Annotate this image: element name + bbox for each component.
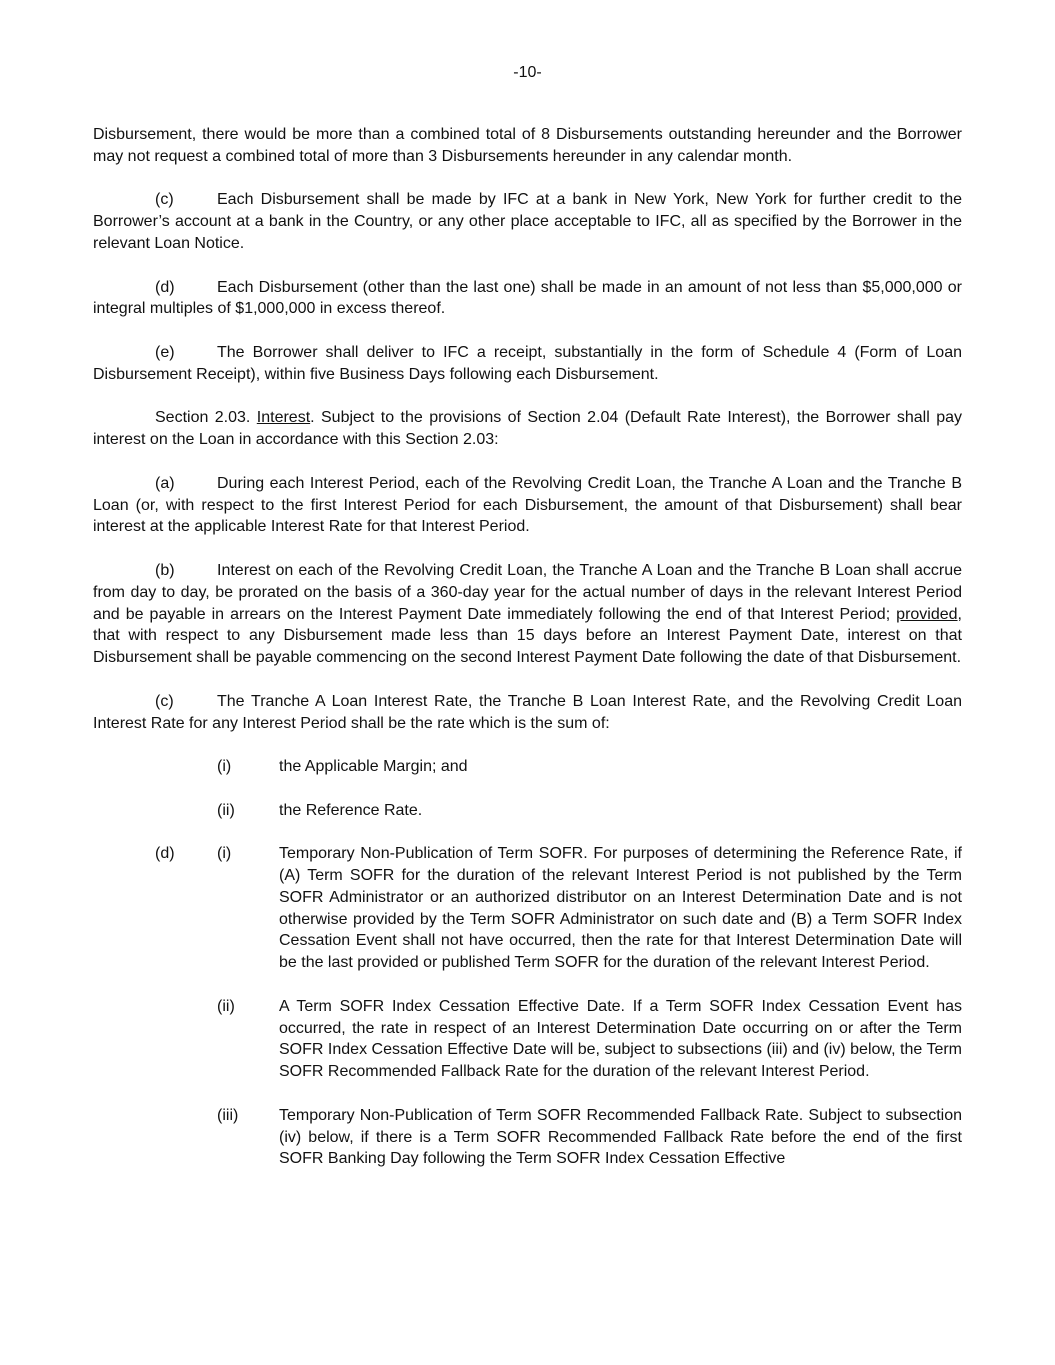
- section-2-03-a: [93, 473, 962, 538]
- list-item: [93, 800, 962, 822]
- paragraph-label: (c): [155, 692, 174, 710]
- item-text: the Applicable Margin; and: [279, 758, 468, 776]
- list-item: [93, 843, 962, 974]
- item-text: Temporary Non-Publication of Term SOFR Recommended Fallback Rate. Subject to subsection (iv) below, if there is a Term SOFR Recommended Fallback Rate before the end of the first SOFR Banking Day following the Term SOFR Index Cessation Effective: [279, 1106, 962, 1168]
- paragraph-continuation: Disbursement, there would be more than a combined total of 8 Disbursements outstanding hereunder and the Borrower may not request a combined total of more than 3 Disbursements hereunder in any calendar month.: [93, 126, 962, 165]
- paragraph-label: (d): [155, 278, 175, 296]
- item-label: (i): [217, 758, 232, 776]
- paragraph-e: [93, 342, 962, 386]
- paragraph-text: Interest on each of the Revolving Credit Loan, the Tranche A Loan and the Tranche B Loan shall accrue from day to day, be prorated on the basis of a 360-day year for the actual number of days in the relevant Interest Period and be payable in arrears on the Interest Payment Date immediately following the end of that Interest Period;: [93, 561, 962, 623]
- paragraph-text: The Tranche A Loan Interest Rate, the Tranche B Loan Interest Rate, and the Revolving Credit Loan Interest Rate for any Interest Period shall be the rate which is the sum of:: [93, 692, 962, 732]
- list-item: [93, 756, 962, 778]
- paragraph-d: [93, 277, 962, 321]
- paragraph-text-cont: , that with respect to any Disbursement made less than 15 days before an Interest Payment Date, interest on that Disbursement shall be payable commencing on the second Interest Payment Date following the date of that Disbursement.: [93, 605, 962, 667]
- section-2-03-c: [93, 691, 962, 735]
- provided-term: provided: [896, 605, 958, 623]
- item-label: (ii): [217, 801, 235, 819]
- paragraph-text: During each Interest Period, each of the Revolving Credit Loan, the Tranche A Loan and the Tranche B Loan (or, with respect to the first Interest Period for each Disbursement, the amount of that Disbursement) shall bear interest at the applicable Interest Rate for that Interest Period.: [93, 474, 962, 536]
- paragraph-text: The Borrower shall deliver to IFC a receipt, substantially in the form of Schedule 4 (Form of Loan Disbursement Receipt), within five Business Days following each Disbursement.: [93, 343, 962, 383]
- paragraph-text: Each Disbursement shall be made by IFC at a bank in New York, New York for further credit to the Borrower’s account at a bank in the Country, or any other place acceptable to IFC, all as specified by the Borrower in the relevant Loan Notice.: [93, 191, 962, 252]
- paragraph-label: (e): [155, 343, 175, 361]
- page-number: -10-: [513, 64, 542, 81]
- paragraph-text: Each Disbursement (other than the last one) shall be made in an amount of not less than $5,000,000 or integral multiples of $1,000,000 in excess thereof.: [93, 278, 962, 318]
- list-item: [93, 996, 962, 1083]
- section-intro-text: . Subject to the provisions of Section 2.04 (Default Rate Interest), the Borrower shall pay interest on the Loan in accordance with this Section 2.03:: [93, 409, 962, 449]
- paragraph-label: (a): [155, 474, 175, 492]
- item-label: (ii): [217, 997, 235, 1015]
- item-label: (i): [217, 845, 232, 863]
- section-2-03-b: [93, 560, 962, 669]
- item-label: (iii): [217, 1106, 239, 1124]
- paragraph-label: (c): [155, 191, 174, 209]
- document-body: [93, 124, 962, 1192]
- section-heading: Interest: [256, 409, 311, 427]
- section-number: Section 2.03.: [155, 409, 257, 427]
- paragraph-c: [93, 189, 962, 254]
- section-2-03: [93, 407, 962, 451]
- list-item: [93, 1105, 962, 1170]
- item-text: the Reference Rate.: [279, 801, 423, 819]
- item-text: A Term SOFR Index Cessation Effective Date. If a Term SOFR Index Cessation Event has occurred, the rate in respect of an Interest Determination Date occurring on or after the Term SOFR Index Cessation Effective Date will be, subject to subsections (iii) and (iv) below, the Term SOFR Recommended Fallback Rate for the duration of the relevant Interest Period.: [279, 997, 962, 1081]
- item-text: Temporary Non-Publication of Term SOFR. For purposes of determining the Reference Rate, if (A) Term SOFR for the duration of the relevant Interest Period is not published by the Term SOFR Administrator or an authorized distributor on an Interest Determination Date and is not otherwise provided by the Term SOFR Administrator on such date and (B) a Term SOFR Index Cessation Event shall not have occurred, then the rate for that Interest Determination Date will be the last provided or published Term SOFR for the duration of the relevant Interest Period.: [279, 845, 962, 972]
- paragraph-label: (b): [155, 561, 175, 579]
- paragraph-label: (d): [155, 845, 175, 863]
